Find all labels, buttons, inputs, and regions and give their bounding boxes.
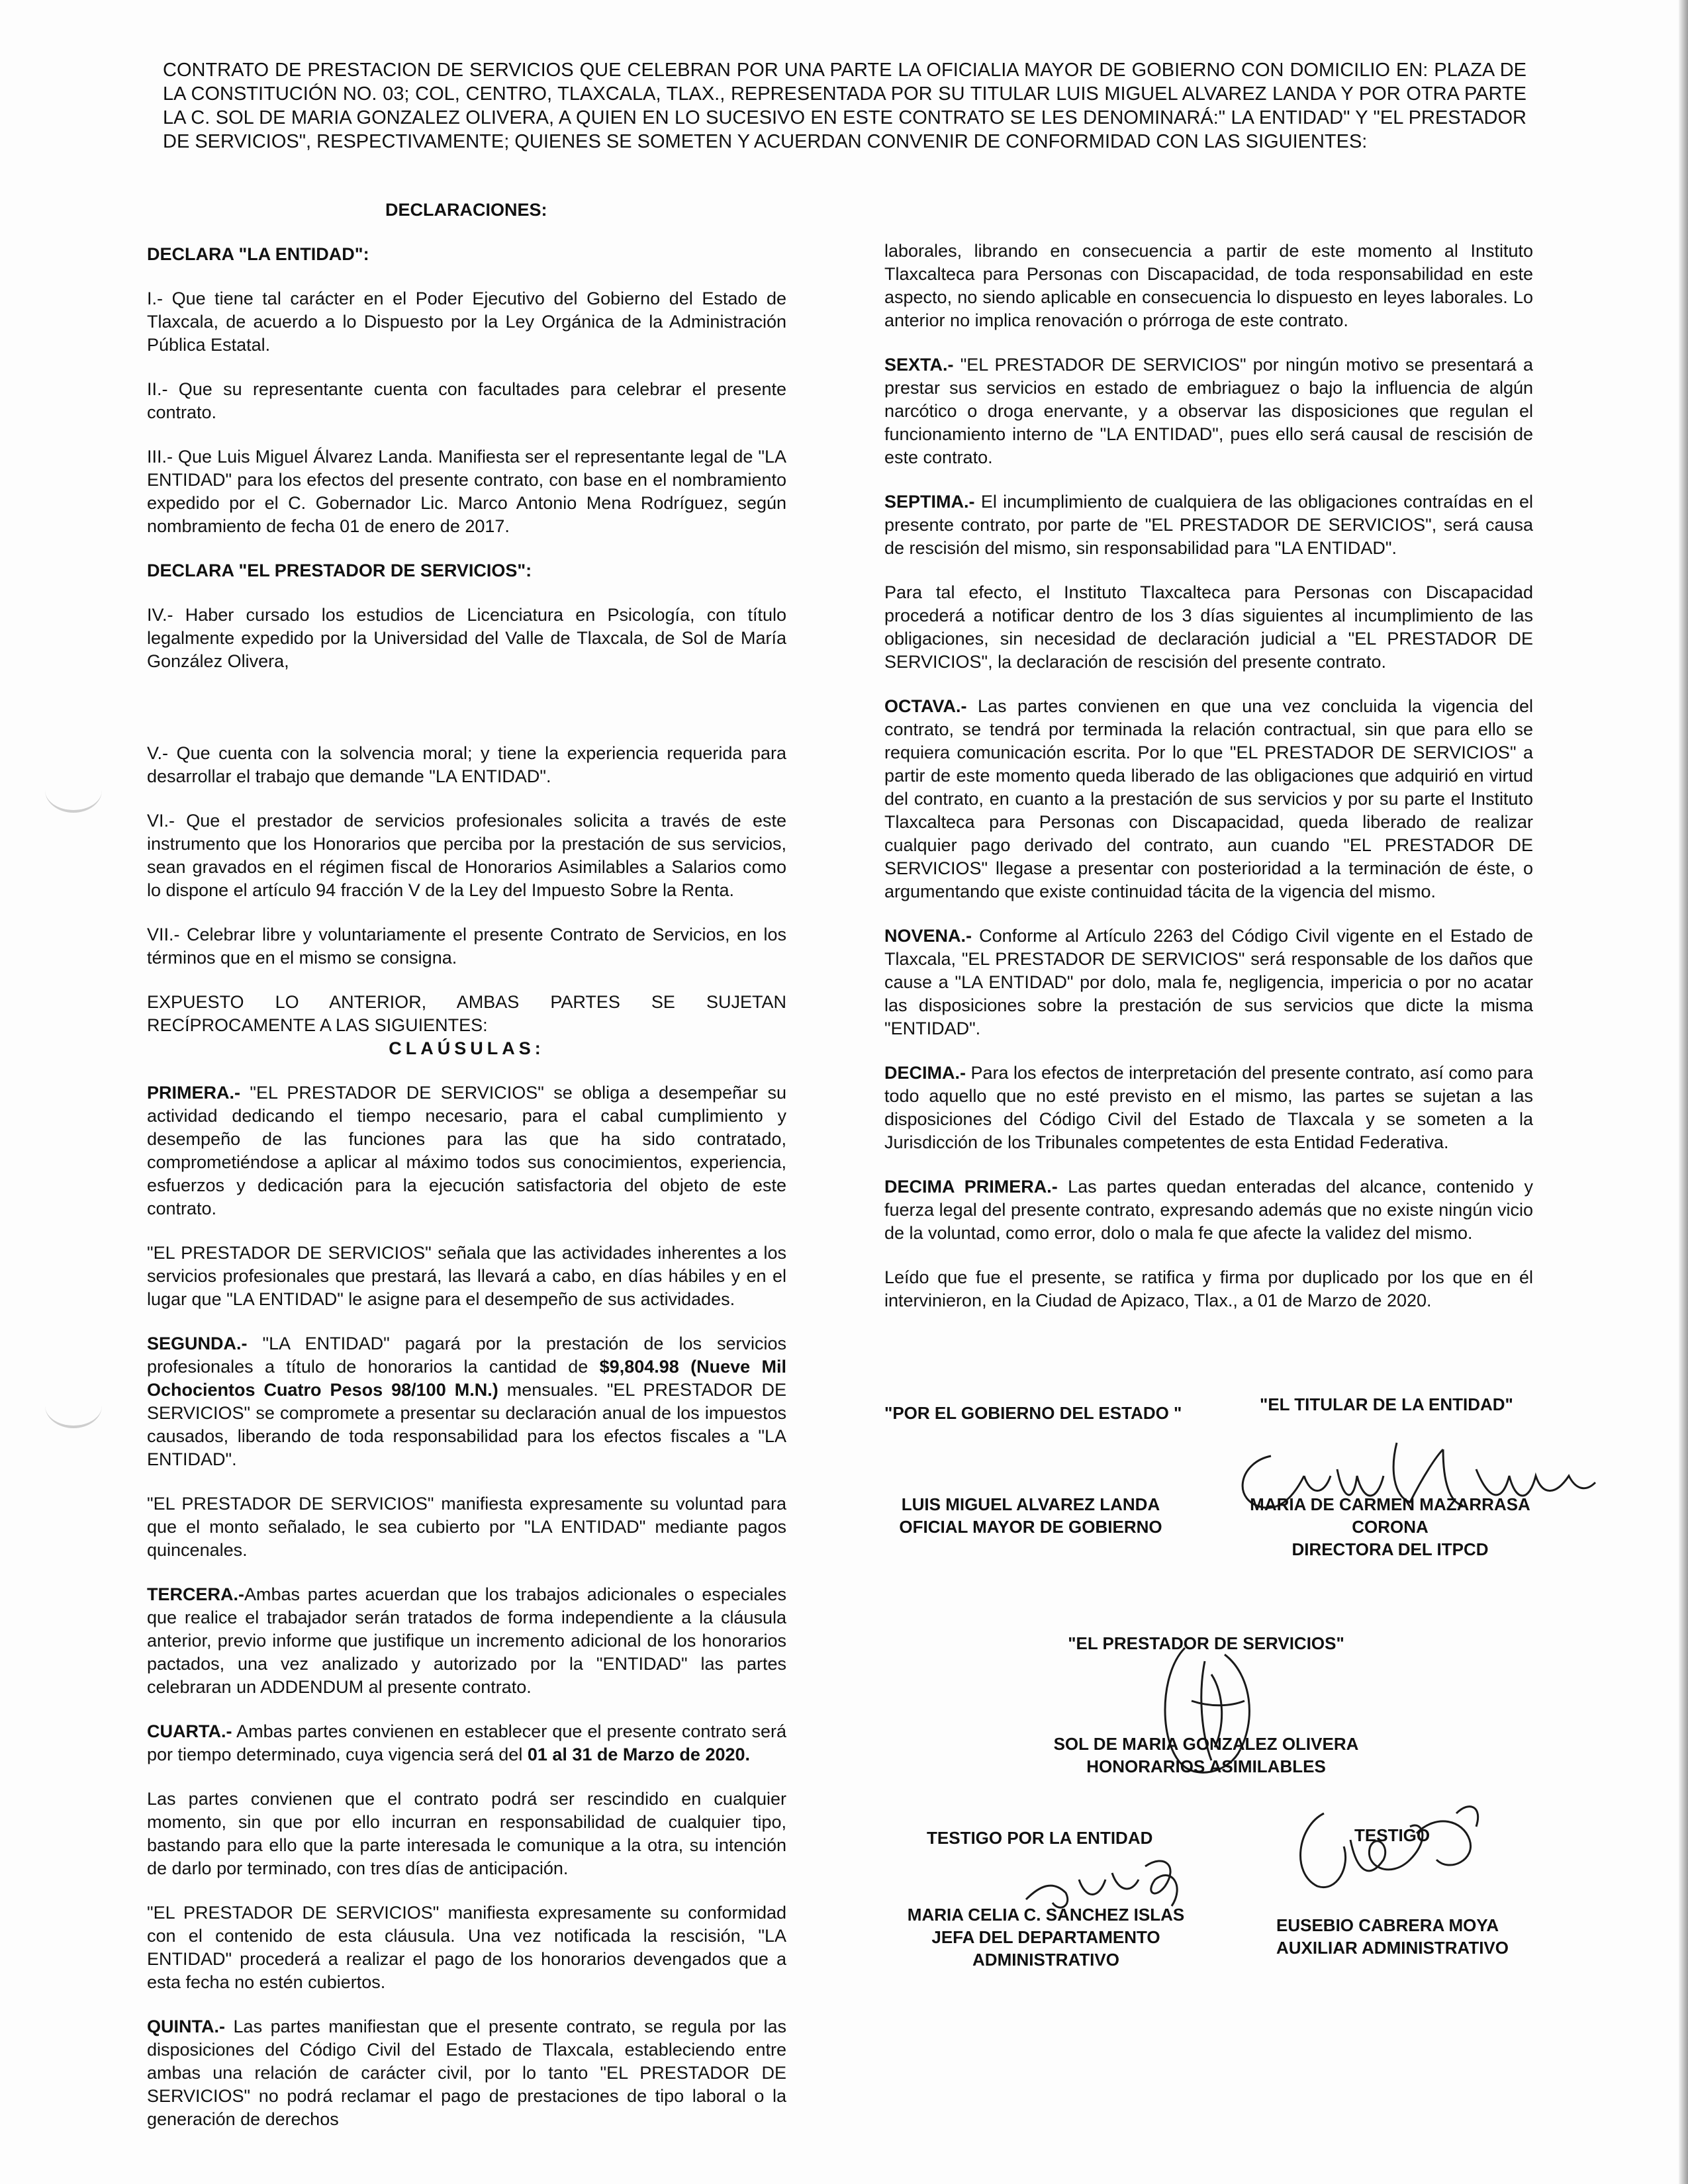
testigo2-role: AUXILIAR ADMINISTRATIVO [1276, 1938, 1509, 1958]
clause-text: Las partes quedan enteradas del alcance, contenido y fuerza legal del presente contrato, expresando además que no existe ningún vicio de la voluntad, como error, dolo o mala fe que afecte la validez del mismo. [884, 1177, 1533, 1243]
clause-tercera [147, 1583, 786, 1699]
declaration-iv: IV.- Haber cursado los estudios de Licenciatura en Psicología, con título legalmente expedido por la Universidad del Valle de Tlaxcala, de Sol de María González Olivera, [147, 605, 786, 671]
prestador-name: SOL DE MARIA GONZALEZ OLIVERA [1053, 1734, 1359, 1754]
punch-hole-mark [45, 1383, 102, 1428]
clause-novena [884, 925, 1533, 1040]
clause-segunda-b: "EL PRESTADOR DE SERVICIOS" manifiesta expresamente su voluntad para que el monto señalado, le sea cubierto por "LA ENTIDAD" mediante pagos quincenales. [147, 1494, 786, 1560]
clause-label: SEXTA.- [884, 355, 954, 375]
clause-septima [884, 490, 1533, 560]
titular-role: DIRECTORA DEL ITPCD [1291, 1539, 1489, 1559]
clause-primera [147, 1081, 786, 1220]
clause-label: NOVENA.- [884, 926, 972, 946]
prestador-role: HONORARIOS ASIMILABLES [1086, 1756, 1326, 1776]
clause-decima [884, 1062, 1533, 1154]
clause-cuarta-b: Las partes convienen que el contrato podrá ser rescindido en cualquier momento, sin que por ello incurran en responsabilidad de cualquier tipo, bastando para ello que la parte interesada le comunique a la otra, su intención de darlo por terminado, con tres días de anticipación. [147, 1789, 786, 1878]
gobierno-heading: "POR EL GOBIERNO DEL ESTADO " [884, 1403, 1182, 1423]
clausulas-title: CLAÚSULAS: [389, 1038, 545, 1058]
clause-quinta-cont: laborales, librando en consecuencia a partir de este momento al Instituto Tlaxcalteca para Personas con Discapacidad, de toda responsabilidad en este aspecto, no siendo aplicable en consecuencia lo dispuesto en leyes laborales. Lo anterior no implica renovación o prórroga de este contrato. [884, 241, 1533, 330]
declara-entidad-title: DECLARA "LA ENTIDAD": [147, 244, 369, 264]
gobierno-name: LUIS MIGUEL ALVAREZ LANDA [901, 1494, 1160, 1514]
clause-primera-b: "EL PRESTADOR DE SERVICIOS" señala que las actividades inherentes a los servicios profesionales que prestará, las llevará a cabo, en días hábiles y en el lugar que "LA ENTIDAD" le asigne para el desempeño de sus actividades. [147, 1243, 786, 1309]
clause-text: "LA ENTIDAD" pagará por la prestación de los servicios profesionales a título de honorarios la cantidad de [147, 1334, 786, 1377]
prestador-signer [1034, 1733, 1378, 1778]
contract-dates: 01 al 31 de Marzo de 2020. [527, 1745, 751, 1764]
declaraciones-title: DECLARACIONES: [385, 200, 547, 220]
declaration-iii: III.- Que Luis Miguel Álvarez Landa. Manifiesta ser el representante legal de "LA ENTIDAD" para los efectos del presente contrato, con base en el nombramiento expedido por el C. Gobernador Lic. Marco Antonio Mena Rodríguez, según nombramiento de fecha 01 de enero de 2017. [147, 447, 786, 536]
testigo2-signer [1276, 1914, 1534, 1959]
prestador-heading: "EL PRESTADOR DE SERVICIOS" [1068, 1633, 1344, 1653]
testigo1-name: MARIA CELIA C. SÁNCHEZ ISLAS [907, 1905, 1185, 1925]
testigo2-heading: TESTIGO [1354, 1825, 1430, 1845]
clause-label: DECIMA PRIMERA.- [884, 1177, 1058, 1197]
testigo1-signer [880, 1903, 1211, 1971]
testigo1-role-line2: ADMINISTRATIVO [972, 1950, 1119, 1970]
closing-statement: Leído que fue el presente, se ratifica y firma por duplicado por los que en él intervinieron, en la Ciudad de Apizaco, Tlax., a 01 de Marzo de 2020. [884, 1267, 1533, 1310]
clause-label: OCTAVA.- [884, 696, 967, 716]
punch-hole-mark [45, 768, 102, 813]
testigo2-signature-drawing [1278, 1787, 1496, 1906]
clause-cuarta [147, 1720, 786, 1766]
clause-text: El incumplimiento de cualquiera de las obligaciones contraídas en el presente contrato, por parte de "EL PRESTADOR DE SERVICIOS", será causa de rescisión del mismo, sin responsabilidad para "LA ENTIDAD". [884, 492, 1533, 558]
testigo2-name: EUSEBIO CABRERA MOYA [1276, 1915, 1499, 1935]
clause-text: Ambas partes acuerdan que los trabajos adicionales o especiales que realice el trabajador serán tratados de forma independiente a la cláusula anterior, previo informe que justifique un incremento adicional de los honorarios pactados, una vez analizado y autorizado por la "ENTIDAD" las partes celebraran un ADDENDUM al presente contrato. [147, 1584, 786, 1697]
clause-label: TERCERA.- [147, 1584, 244, 1604]
clause-label: DECIMA.- [884, 1063, 966, 1083]
testigo1-role: JEFA DEL DEPARTAMENTO [931, 1927, 1160, 1947]
clause-octava [884, 695, 1533, 903]
titular-name: MARIA DE CARMEN MAZARRASA [1250, 1494, 1530, 1514]
clause-segunda [147, 1332, 786, 1471]
contract-header: CONTRATO DE PRESTACION DE SERVICIOS QUE CELEBRAN POR UNA PARTE LA OFICIALIA MAYOR DE GOBIERNO CON DOMICILIO EN: PLAZA DE LA CONSTITUCIÓN NO. 03; COL, CENTRO, TLAXCALA, TLAX., REPRESENTADA POR SU TITULAR LUIS MIGUEL ALVAREZ LANDA Y POR OTRA PARTE LA C. SOL DE MARIA GONZALEZ OLIVERA, A QUIEN EN LO SUCESIVO EN ESTE CONTRATO SE LES DENOMINARÁ:" LA ENTIDAD" Y "EL PRESTADOR DE SERVICIOS", RESPECTIVAMENTE; QUIENES SE SOMETEN Y ACUERDAN CONVENIR DE CONFORMIDAD CON LAS SIGUIENTES: [163, 60, 1526, 152]
clause-text: Las partes manifiestan que el presente contrato, se regula por las disposiciones del Código Civil del Estado de Tlaxcala, estableciendo entre ambas una relación de carácter civil, por lo tanto "EL PRESTADOR DE SERVICIOS" no podrá reclamar el pago de prestaciones de tipo laboral o la generación de derechos [147, 2017, 786, 2129]
testigo1-heading: TESTIGO POR LA ENTIDAD [927, 1828, 1153, 1848]
clause-label: SEPTIMA.- [884, 492, 975, 512]
left-column [147, 199, 786, 2152]
clause-text: "EL PRESTADOR DE SERVICIOS" por ningún motivo se presentará a prestar sus servicios en estado de embriaguez o bajo la influencia de algún narcótico o droga enervante, y a observar las disposiciones que regulan el funcionamiento interno de "LA ENTIDAD", pues ello será causal de rescisión de este contrato. [884, 355, 1533, 467]
declaration-i: I.- Que tiene tal carácter en el Poder Ejecutivo del Gobierno del Estado de Tlaxcala, de acuerdo a lo Dispuesto por la Ley Orgánica de la Administración Pública Estatal. [147, 289, 786, 355]
clause-sexta [884, 353, 1533, 469]
declaration-vii: VII.- Celebrar libre y voluntariamente el presente Contrato de Servicios, en los términos que en el mismo se consigna. [147, 925, 786, 968]
right-column [884, 240, 1533, 1334]
titular-heading: "EL TITULAR DE LA ENTIDAD" [1260, 1394, 1513, 1414]
declaration-vi: VI.- Que el prestador de servicios profesionales solicita a través de este instrumento que los Honorarios que perciba por la prestación de sus servicios, sean gravados en el régimen fiscal de Honorarios Asimilables a Salarios como lo dispone el artículo 94 fracción V de la Ley del Impuesto Sobre la Renta. [147, 811, 786, 900]
titular-signer [1244, 1493, 1536, 1561]
clause-quinta [147, 2015, 786, 2131]
clause-text: mensuales. "EL PRESTADOR DE SERVICIOS" se compromete a presentar su declaración anual de los impuestos causados, liberando de toda responsabilidad para los efectos fiscales a "LA ENTIDAD". [147, 1380, 786, 1469]
clause-decima-primera [884, 1175, 1533, 1245]
clause-label: CUARTA.- [147, 1721, 232, 1741]
scan-edge-shadow [1679, 0, 1688, 2184]
payment-amount: $9,804.98 (Nueve Mil Ochocientos Cuatro Pesos 98/100 M.N.) [147, 1357, 786, 1400]
gobierno-signer [888, 1493, 1173, 1538]
gobierno-role: OFICIAL MAYOR DE GOBIERNO [899, 1517, 1162, 1537]
clause-text: Conforme al Artículo 2263 del Código Civil vigente en el Estado de Tlaxcala, "EL PRESTADOR DE SERVICIOS" será responsable de los daños que cause a "LA ENTIDAD" por dolo, mala fe, negligencia, impericia o por no acatar las disposiciones sobre la prestación de sus servicios que dicte la misma "ENTIDAD". [884, 926, 1533, 1038]
declaration-ii: II.- Que su representante cuenta con facultades para celebrar el presente contrato. [147, 379, 786, 422]
declaration-v: V.- Que cuenta con la solvencia moral; y tiene la experiencia requerida para desarrollar el trabajo que demande "LA ENTIDAD". [147, 743, 786, 786]
expuesto-text: EXPUESTO LO ANTERIOR, AMBAS PARTES SE SUJETAN RECÍPROCAMENTE A LAS SIGUIENTES: [147, 992, 786, 1035]
declara-prestador-title: DECLARA "EL PRESTADOR DE SERVICIOS": [147, 561, 532, 580]
clause-septima-b: Para tal efecto, el Instituto Tlaxcalteca para Personas con Discapacidad procederá a notificar dentro de los 3 días siguientes al incumplimiento de las obligaciones, sin necesidad de declaración judicial a "EL PRESTADOR DE SERVICIOS", la declaración de rescisión del presente contrato. [884, 582, 1533, 672]
clause-label: SEGUNDA.- [147, 1334, 248, 1353]
clause-label: PRIMERA.- [147, 1083, 240, 1103]
titular-name-line2: CORONA [1352, 1517, 1429, 1537]
clause-label: QUINTA.- [147, 2017, 225, 2036]
clause-text: Ambas partes convienen en establecer que el presente contrato será por tiempo determinado, cuya vigencia será del [147, 1721, 786, 1764]
clause-text: "EL PRESTADOR DE SERVICIOS" se obliga a desempeñar su actividad dedicando el tiempo necesario, para el cabal cumplimiento y desempeño de las funciones para las que ha sido contratado, comprometiéndose a aplicar al máximo todos sus conocimientos, experiencia, esfuerzos y dedicación para la ejecución satisfactoria del objeto de este contrato. [147, 1083, 786, 1218]
clause-text: Las partes convienen en que una vez concluida la vigencia del contrato, se tendrá por terminada la relación contractual, sin que para ello se requiera comunicación escrita. Por lo que "EL PRESTADOR DE SERVICIOS" a partir de este momento queda liberado de las obligaciones que adquirió en virtud del contrato, en cuanto a la prestación de sus servicios y por su parte el Instituto Tlaxcalteca para Personas con Discapacidad, queda liberado de realizar cualquier pago derivado del contrato, aun cuando "EL PRESTADOR DE SERVICIOS" llegase a presentar con posterioridad a la terminación de éste, o argumentando que existe continuidad tácita de la vigencia del mismo. [884, 696, 1533, 901]
clause-text: Para los efectos de interpretación del presente contrato, así como para todo aquello que no esté previsto en el mismo, las partes se sujetan a las disposiciones del Código Civil del Estado de Tlaxcala y se someten a la Jurisdicción de los Tribunales competentes de esta Entidad Federativa. [884, 1063, 1533, 1152]
clause-cuarta-c: "EL PRESTADOR DE SERVICIOS" manifiesta expresamente su conformidad con el contenido de esta cláusula. Una vez notificada la rescisión, "LA ENTIDAD" procederá a realizar el pago de los honorarios devengados que a esta fecha no estén cubiertos. [147, 1903, 786, 1992]
